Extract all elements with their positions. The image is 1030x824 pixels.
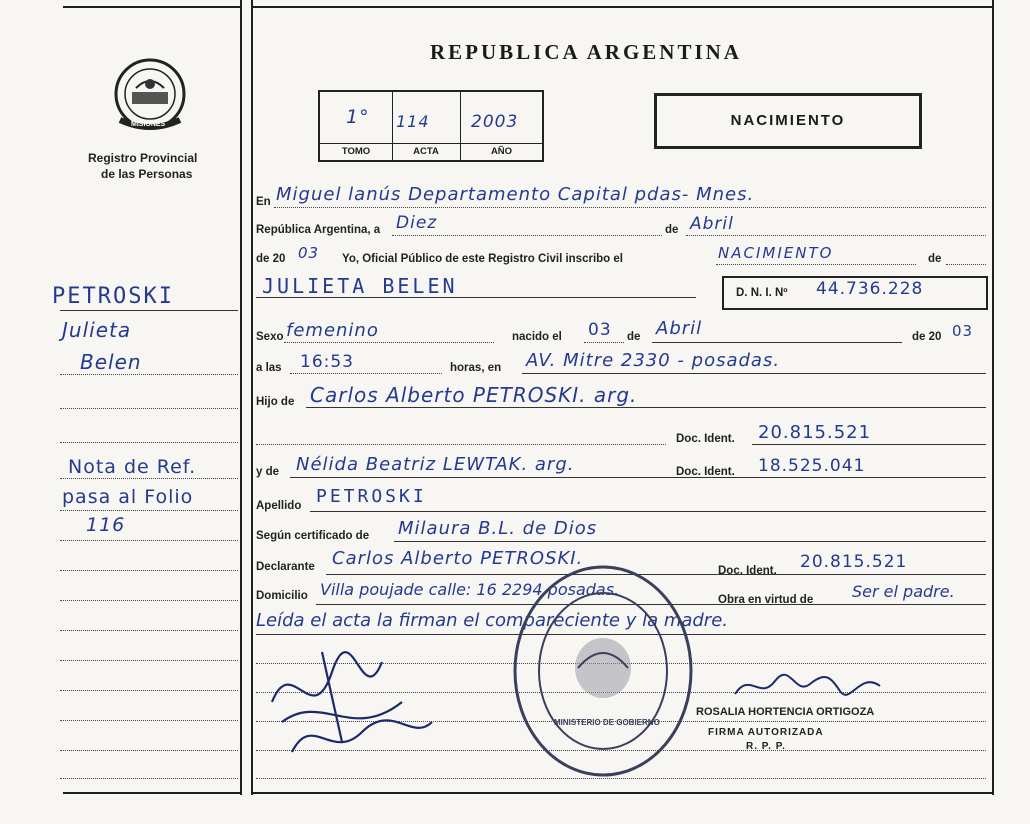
form-left-border [251, 0, 253, 795]
label-segun: Según certificado de [256, 530, 370, 542]
line-father [306, 407, 986, 408]
label-doc-ident-3: Doc. Ident. [718, 565, 777, 577]
margin-line-6 [60, 510, 238, 511]
record-type-box: NACIMIENTO [654, 93, 922, 149]
label-y-de: y de [256, 466, 280, 478]
form-right-border [992, 0, 994, 795]
line-act-type [716, 264, 916, 265]
line-day [392, 235, 662, 236]
label-sexo: Sexo [256, 331, 284, 343]
value-mother: Nélida Beatriz LEWTAK. arg. [296, 454, 575, 475]
value-day: Diez [396, 213, 438, 233]
bottom-rule-form [251, 792, 992, 794]
value-in-virtue: Ser el padre. [852, 582, 955, 601]
label-horas: horas, en [450, 362, 502, 374]
label-obra: Obra en virtud de [718, 594, 814, 606]
page-title: REPUBLICA ARGENTINA [430, 40, 742, 64]
value-surname: PETROSKI [316, 486, 427, 507]
value-reading-line: Leída el acta la firman el compareciente y la madre. [256, 610, 729, 631]
line-birth-month [652, 342, 902, 343]
value-act-type: NACIMIENTO [718, 244, 834, 262]
margin-line-7 [60, 540, 238, 541]
tomo-value: 1° [346, 106, 370, 128]
label-de-after: de [928, 253, 942, 265]
margin-line-5 [60, 478, 238, 479]
margin-line-3 [60, 408, 238, 409]
ano-value: 2003 [471, 112, 519, 132]
value-birth-day: 03 [588, 320, 612, 340]
label-de-month: de [665, 224, 679, 236]
margin-line-8 [60, 570, 238, 571]
line-full-name [256, 297, 696, 298]
value-father: Carlos Alberto PETROSKI. arg. [310, 383, 638, 407]
margin-line-10 [60, 630, 238, 631]
margin-line-13 [60, 720, 238, 721]
value-father-doc: 20.815.521 [758, 422, 872, 443]
margin-line-4 [60, 442, 238, 443]
registry-name-line2: de las Personas [101, 167, 193, 181]
dni-box [722, 276, 988, 310]
margin-given-2: Belen [80, 350, 142, 374]
line-month [686, 235, 986, 236]
label-a-las: a las [256, 362, 282, 374]
margin-note-3: 116 [86, 514, 126, 536]
label-hijo-de: Hijo de [256, 396, 295, 408]
declarant-signature [262, 632, 442, 772]
line-de-after [946, 264, 986, 265]
label-apellido: Apellido [256, 500, 302, 512]
value-declarant-doc: 20.815.521 [800, 552, 908, 572]
label-en: En [256, 196, 271, 208]
label-declarante: Declarante [256, 561, 315, 573]
margin-line-15 [60, 778, 238, 779]
label-oficial: Yo, Oficial Público de este Registro Civil inscribo el [342, 253, 623, 265]
official-stamp [508, 560, 698, 782]
line-father-doc [752, 444, 986, 445]
acta-label: ACTA [392, 143, 460, 160]
margin-line-1 [60, 310, 238, 311]
value-declarant: Carlos Alberto PETROSKI. [332, 548, 584, 569]
margin-note-1: Nota de Ref. [68, 456, 197, 478]
line-birth-place [522, 373, 986, 374]
value-dni: 44.736.228 [816, 279, 924, 299]
line-surname [310, 511, 986, 512]
signatory-name: ROSALIA HORTENCIA ORTIGOZA [696, 706, 875, 718]
label-de-20b: de 20 [912, 331, 942, 343]
value-birth-year-suffix: 03 [952, 322, 974, 340]
margin-line-2 [60, 374, 238, 375]
signatory-office: R. P. P. [746, 741, 786, 752]
value-sex: femenino [286, 320, 379, 341]
value-mother-doc: 18.525.041 [758, 456, 866, 476]
ano-cell [461, 92, 542, 160]
margin-note-2: pasa al Folio [62, 486, 194, 508]
value-birth-month: Abril [656, 318, 703, 339]
label-republica: República Argentina, a [256, 224, 381, 236]
margin-line-9 [60, 600, 238, 601]
margin-line-11 [60, 660, 238, 661]
line-father-cont [256, 444, 666, 445]
line-place [274, 207, 986, 208]
signatory-title: FIRMA AUTORIZADA [708, 727, 824, 738]
margin-given-1: Julieta [62, 318, 132, 342]
value-year-suffix: 03 [298, 244, 320, 262]
line-mother [290, 477, 986, 478]
tomo-cell [320, 92, 393, 160]
left-margin-border [240, 0, 242, 795]
top-rule-margin [63, 6, 241, 8]
acta-cell [392, 92, 461, 160]
value-address: Villa poujade calle: 16 2294 posadas. [320, 580, 620, 599]
value-hour: 16:53 [300, 352, 354, 372]
label-domicilio: Domicilio [256, 590, 308, 602]
line-birth-day [584, 342, 624, 343]
label-doc-ident-1: Doc. Ident. [676, 433, 735, 445]
label-de-month2: de [627, 331, 641, 343]
label-dni: D. N. I. Nº [736, 287, 788, 299]
line-certificate [394, 541, 986, 542]
margin-line-12 [60, 690, 238, 691]
seal-caption: MISIONES [131, 121, 166, 128]
line-sex [284, 342, 494, 343]
value-place: Miguel lanús Departamento Capital pdas- Mnes. [276, 184, 755, 205]
tomo-label: TOMO [320, 143, 392, 160]
label-de-20: de 20 [256, 253, 286, 265]
ano-label: AÑO [461, 143, 542, 160]
line-hour [290, 373, 442, 374]
label-doc-ident-2: Doc. Ident. [676, 466, 735, 478]
value-certificate: Milaura B.L. de Dios [398, 518, 598, 539]
registry-name-line1: Registro Provincial [88, 151, 198, 165]
top-rule-form [251, 6, 992, 8]
value-month: Abril [690, 214, 734, 234]
margin-line-14 [60, 750, 238, 751]
value-birth-place: AV. Mitre 2330 - posadas. [526, 350, 781, 371]
official-signature [730, 666, 890, 706]
label-nacido: nacido el [512, 331, 562, 343]
margin-surname: PETROSKI [52, 284, 174, 309]
acta-value: 114 [396, 112, 430, 131]
registry-box [318, 90, 544, 162]
value-full-name: JULIETA BELEN [262, 274, 458, 298]
bottom-rule-margin [63, 792, 241, 794]
stamp-inner-text: MINISTERIO DE GOBIERNO [554, 718, 660, 727]
